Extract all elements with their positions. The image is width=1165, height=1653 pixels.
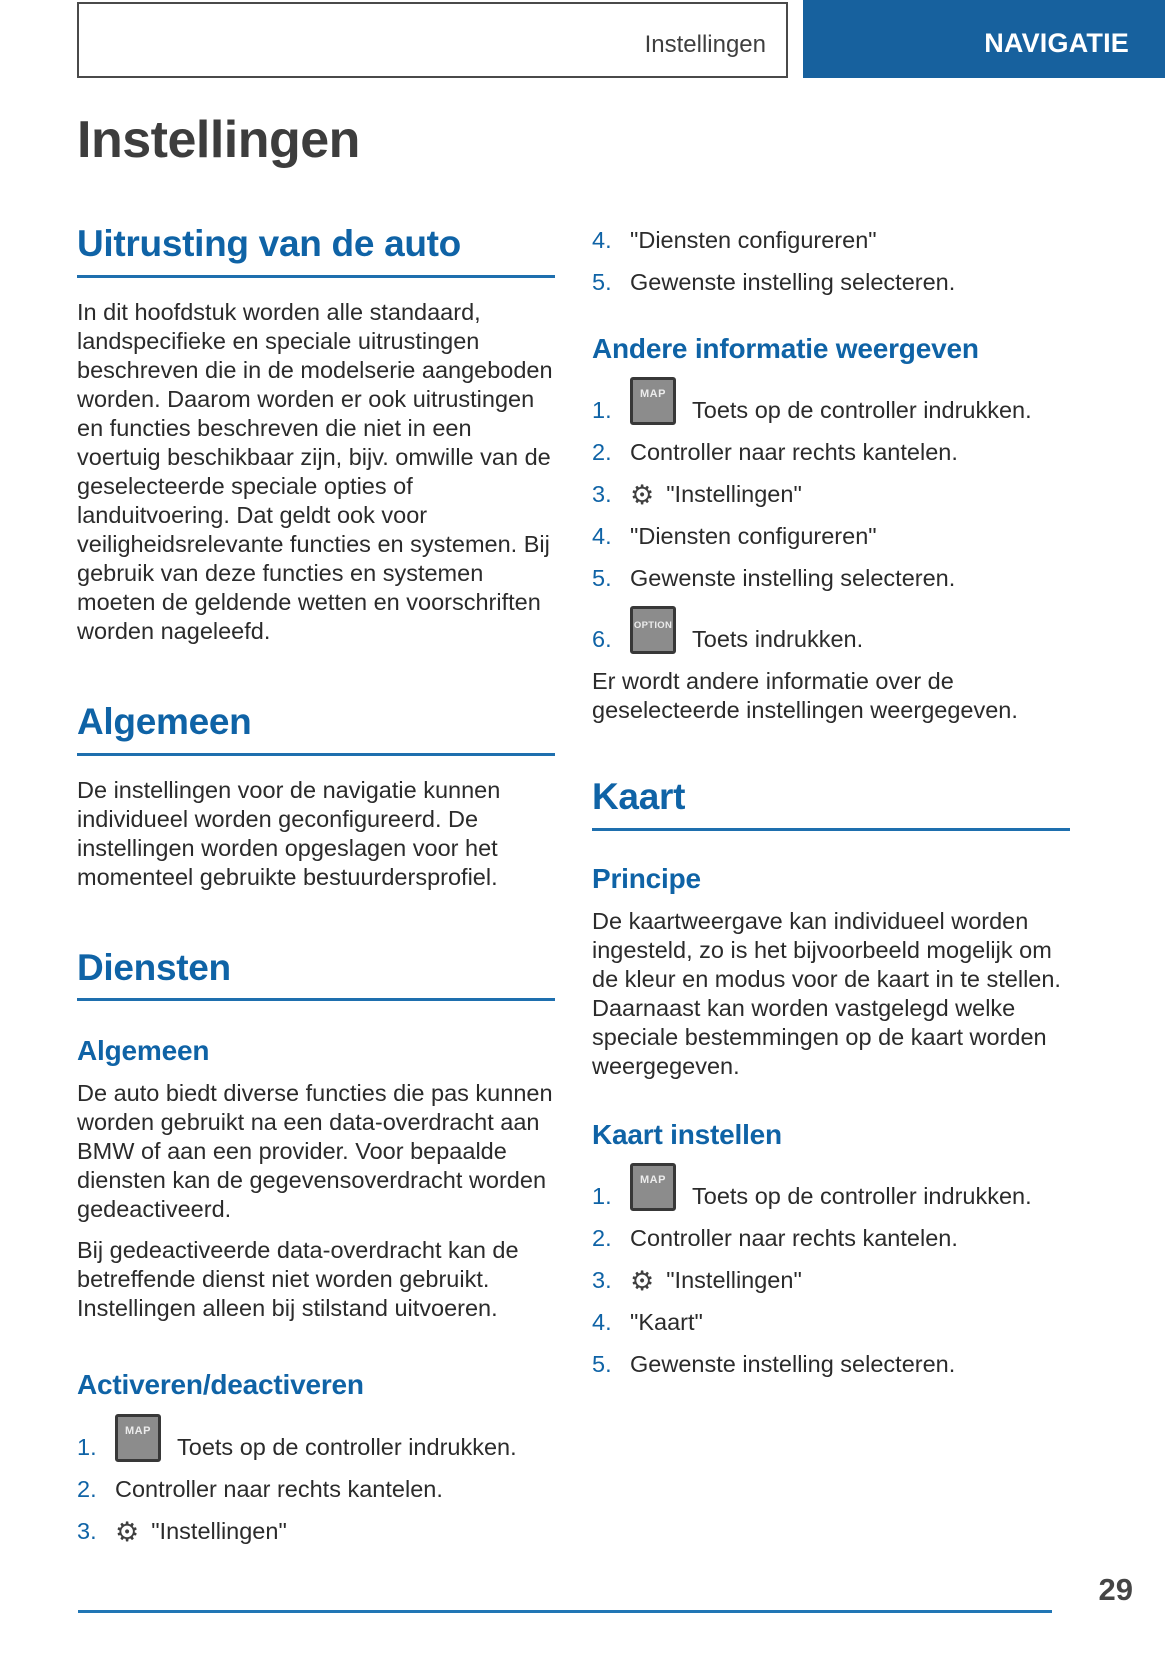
- step-text: "Instellingen": [151, 1517, 287, 1544]
- step-number: 2.: [592, 1225, 612, 1252]
- step-number: 5.: [592, 1351, 612, 1378]
- step-text: "Diensten configureren": [630, 227, 877, 253]
- settings-gear-icon: ⚙: [630, 1266, 655, 1297]
- step-text: Toets op de controller indrukken.: [692, 397, 1032, 424]
- step-number: 5.: [592, 565, 612, 592]
- footer-rule: [78, 1610, 1052, 1613]
- section-heading-uitrusting: Uitrusting van de auto: [77, 224, 555, 278]
- step-item: [592, 1224, 1070, 1253]
- paragraph: De kaartweergave kan individueel worden ingesteld, zo is het bijvoorbeeld mogelijk om de kleur en modus voor de kaart in te stellen. Daarnaast kan worden vastgelegd welke speciale bestemmingen op de kaart worden weergegeven.: [592, 908, 1061, 1080]
- step-text: Toets indrukken.: [692, 626, 864, 653]
- step-item: [77, 1414, 555, 1462]
- step-number: 1.: [592, 1183, 612, 1210]
- running-header-box: [77, 2, 788, 78]
- page-number: 29: [1098, 1572, 1133, 1607]
- step-item: [592, 377, 1070, 425]
- step-item: [592, 480, 1070, 509]
- sub-heading-andere-informatie: Andere informatie weergeven: [592, 333, 979, 364]
- step-text: Gewenste instelling selecteren.: [630, 565, 956, 592]
- chapter-tab: [803, 0, 1165, 78]
- settings-gear-icon: ⚙: [115, 1516, 140, 1547]
- step-text: Controller naar rechts kantelen.: [630, 439, 958, 466]
- paragraph: De auto biedt diverse functies die pas kunnen worden gebruikt na een data-overdracht aan BMW of aan een provider. Voor bepaalde diensten kan de gegevensoverdracht worden gedeactiveerd.: [77, 1080, 553, 1223]
- paragraph: Er wordt andere informatie over de geselecteerde instellingen weergegeven.: [592, 668, 1018, 724]
- step-number: 4.: [592, 227, 612, 253]
- step-text: Gewenste instelling selecteren.: [630, 269, 956, 295]
- step-item: [592, 1266, 1070, 1295]
- sub-heading-activeren: Activeren/deactiveren: [77, 1369, 364, 1401]
- map-button-icon: MAP: [630, 377, 676, 425]
- step-number: 4.: [592, 523, 612, 550]
- step-item: [592, 226, 1070, 255]
- step-item: [592, 438, 1070, 467]
- step-item: [592, 1163, 1070, 1211]
- sub-heading-principe: Principe: [592, 862, 701, 894]
- step-text: "Diensten configureren": [630, 523, 877, 550]
- step-number: 5.: [592, 269, 612, 295]
- step-item: [592, 564, 1070, 593]
- option-button-icon: OPTION: [630, 606, 676, 654]
- step-number: 3.: [592, 481, 612, 508]
- sub-heading-kaart-instellen: Kaart instellen: [592, 1119, 782, 1151]
- step-number: 1.: [592, 397, 612, 424]
- step-text: Controller naar rechts kantelen.: [115, 1475, 443, 1502]
- step-number: 6.: [592, 626, 612, 653]
- map-button-icon: MAP: [115, 1414, 161, 1462]
- running-header-title: Instellingen: [644, 31, 766, 58]
- paragraph: Bij gedeactiveerde data-overdracht kan de betreffende dienst niet worden gebruikt. Instellingen alleen bij stilstand uitvoeren.: [77, 1237, 519, 1322]
- step-item: [592, 1308, 1070, 1337]
- settings-gear-icon: ⚙: [630, 480, 655, 511]
- section-heading-diensten: Diensten: [77, 948, 555, 1002]
- chapter-tab-label: NAVIGATIE: [984, 27, 1129, 58]
- step-number: 2.: [592, 439, 612, 466]
- paragraph: De instellingen voor de navigatie kunnen individueel worden geconfigureerd. De instellingen worden opgeslagen voor het momenteel gebruikte bestuurdersprofiel.: [77, 776, 501, 890]
- step-item: [592, 522, 1070, 551]
- sub-heading-algemeen: Algemeen: [77, 1035, 210, 1067]
- step-item: [592, 1350, 1070, 1379]
- step-text: "Instellingen": [666, 481, 802, 508]
- step-item: [77, 1517, 555, 1546]
- step-number: 4.: [592, 1309, 612, 1336]
- step-text: Toets op de controller indrukken.: [177, 1433, 517, 1460]
- step-number: 3.: [592, 1267, 612, 1294]
- section-heading-algemeen: Algemeen: [77, 702, 555, 756]
- step-number: 1.: [77, 1433, 97, 1460]
- left-column: [77, 112, 555, 1559]
- step-text: "Kaart": [630, 1309, 703, 1336]
- step-item: [592, 606, 1070, 654]
- step-text: Controller naar rechts kantelen.: [630, 1225, 958, 1252]
- step-text: "Instellingen": [666, 1267, 802, 1294]
- step-number: 2.: [77, 1475, 97, 1502]
- step-text: Gewenste instelling selecteren.: [630, 1351, 956, 1378]
- paragraph: In dit hoofdstuk worden alle standaard, landspecifieke en speciale uitrustingen beschreven die in de modelserie aangeboden worden. Daarom worden er ook uitrustingen en functies beschreven die niet in een voertuig beschikbaar zijn, bijv. omwille van de geselecteerde speciale opties of landuitvoering. Dat geldt ook voor veiligheidsrelevante functies en systemen. Bij gebruik van deze functies en systemen moeten de geldende wetten en voorschriften worden nageleefd.: [77, 298, 553, 644]
- step-number: 3.: [77, 1517, 97, 1544]
- page-title: Instellingen: [77, 111, 360, 169]
- step-item: [77, 1475, 555, 1504]
- right-column: [592, 226, 1070, 1392]
- section-heading-kaart: Kaart: [592, 777, 1070, 831]
- map-button-icon: MAP: [630, 1163, 676, 1211]
- step-item: [592, 268, 1070, 297]
- step-text: Toets op de controller indrukken.: [692, 1183, 1032, 1210]
